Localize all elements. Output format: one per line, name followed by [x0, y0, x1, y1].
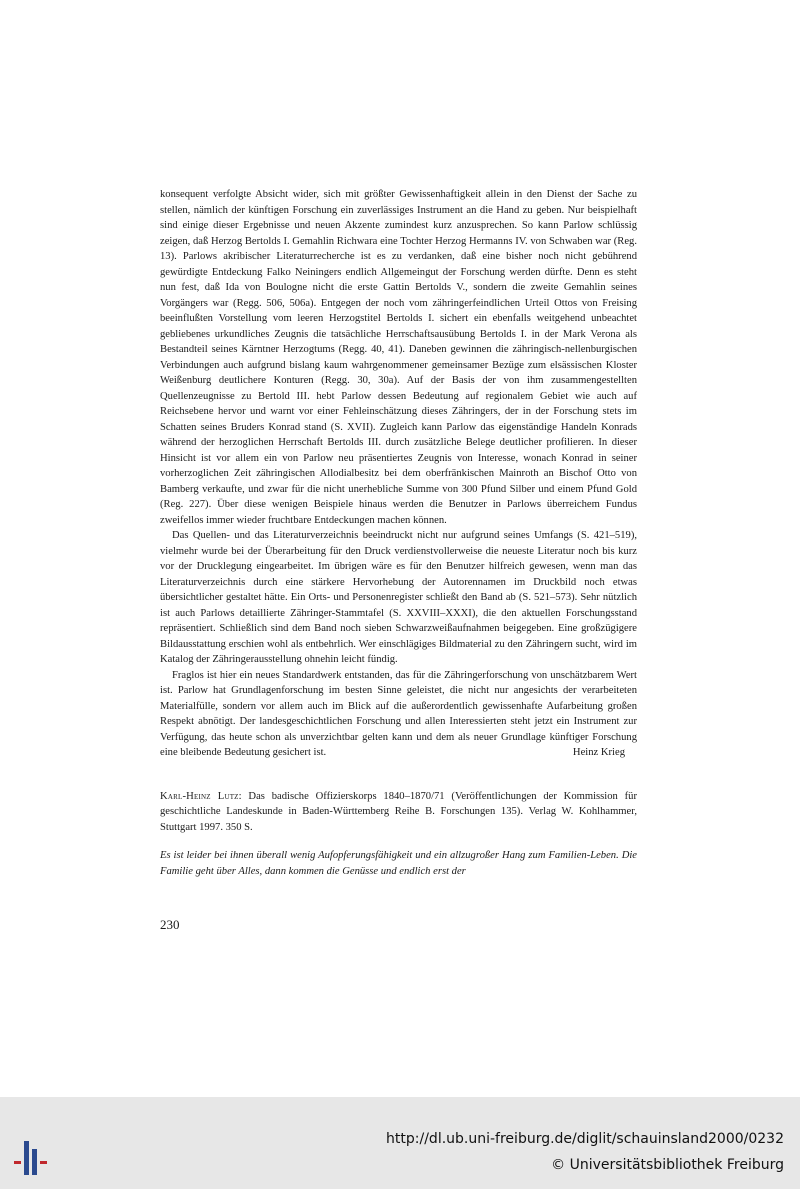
review-heading — [160, 789, 637, 836]
page-body — [160, 187, 637, 879]
opening-quote: Es ist leider bei ihnen überall wenig Aufopferungsfähigkeit und ein allzugroßer Hang zum Familien-Leben. Die Familie geht über Alles, dann kommen die Genüsse und endlich erst der — [160, 850, 637, 877]
library-logo-icon — [10, 1137, 54, 1179]
review-citation: : Das badische Offizierskorps 1840–1870/71 (Veröffentlichungen der Kommission für geschichtliche Landeskunde in Baden-Württemberg Reihe B. Forschungen 135). Verlag W. Kohlhammer, Stuttgart 1997. 350 S. — [160, 790, 637, 833]
footer-url-link[interactable]: http://dl.ub.uni-freiburg.de/diglit/schauinsland2000/0232 — [386, 1131, 784, 1147]
body-paragraph-3-text: Fraglos ist hier ein neues Standardwerk entstanden, das für die Zähringerforschung von unschätzbarem Wert ist. Parlow hat Grundlagenforschung im besten Sinne geleistet, die nicht nur angesichts der verarbeiteten Materialfülle, sondern vor allem auch im Blick auf die außerordentlich gewissenhafte Aufarbeitung großen Respekt abnötigt. Der landesgeschichtlichen Forschung und allen Interessierten steht jetzt ein Instrument zur Verfügung, das heute schon als unverzichtbar gelten kann und dem als neuer Grundlage künftiger Forschung eine bleibende Bedeutung gesichert ist. — [160, 669, 637, 758]
body-paragraph-3 — [160, 668, 637, 761]
review-author: Karl-Heinz Lutz — [160, 790, 239, 802]
body-paragraph-1: konsequent verfolgte Absicht wider, sich mit größter Gewissenhaftigkeit allein in den Dienst der Sache zu stellen, nämlich der künftigen Forschung ein zuverlässiges Instrument an die Hand zu geben. Nur beispielhaft sind einige dieser Ergebnisse und neuen Akzente zumindest kurz anzusprechen. So kann Parlow schlüssig zeigen, daß Herzog Bertolds I. Gemahlin Richwara eine Tochter Herzog Hermanns IV. von Schwaben war (Reg. 13). Parlows akribischer Literaturrecherche ist es zu verdanken, daß eine bisher noch nicht gebührend gewürdigte Entdeckung Falko Neiningers endlich Allgemeingut der Forschung werden dürfte. Denn es steht nun fest, daß Ida von Boulogne nicht die erste Gattin Bertolds V., sondern die zweite Gemahlin seines Vorgängers war (Regg. 506, 506a). Entgegen der noch vom zähringerfeindlichen Urteil Ottos von Freising beeinflußten Vorstellung vom leeren Herzogstitel Bertolds I. sichert ein ebenfalls weitgehend unbeachtet gebliebenes urkundliches Zeugnis die tatsächliche Herrschaftsausübung Bertolds I. in der Mark Verona als Bestandteil seines Kärntner Herzogtums (Regg. 40, 41). Daneben gewinnen die zähringisch-nellenburgischen Verbindungen auch aufgrund bislang kaum wahrgenommener gemeinsamer Bezüge zum elsässischen Kloster Weißenburg deutlichere Konturen (Regg. 30, 30a). Auf der Basis der von ihm zusammengestellten Quellenzeugnisse zu Bertold III. hebt Parlow dessen Bedeutung auf regionalem Gebiet wie auch auf Reichsebene hervor und warnt vor einer Fehleinschätzung dieses Zähringers, der in der Forschung stets im Schatten seines Bruders Konrad stand (S. XVII). Zugleich kann Parlow das eigenständige Handeln Konrads während der herzoglichen Herrschaft Bertolds III. durch zusätzliche Belege deutlicher profilieren. In dieser Hinsicht ist vor allem ein von Parlow neu präsentiertes Zeugnis von Interesse, wonach Konrad in seiner vorherzoglichen Zeit zähringischen Allodialbesitz bei dem oberfränkischen Mainroth an Bischof Otto von Bamberg verkaufte, und zwar für die nicht unerhebliche Summe von 300 Pfund Silber und einem Pfund Gold (Reg. 227). Über diese wenigen Beispiele hinaus werden die Benutzer in Parlows überreichem Fundus zweifellos immer wieder fruchtbare Entdeckungen machen können. — [160, 189, 637, 526]
page-number: 230 — [160, 917, 180, 932]
body-paragraph-2: Das Quellen- und das Literaturverzeichnis beeindruckt nicht nur aufgrund seines Umfangs (S. 421–519), vielmehr wurde bei der Überarbeitung für den Druck verdienstvollerweise die neueste Literatur noch bis kurz vor der Drucklegung eingearbeitet. Im übrigen wäre es für den Benutzer hilfreich gewesen, wenn man das Literaturverzeichnis durch eine stärkere Hervorhebung der Autorennamen im Druckbild noch etwas übersichtlicher gestaltet hätte. Ein Orts- und Personenregister schließt den Band ab (S. 521–573). Sehr nützlich ist auch Parlows detaillierte Zähringer-Stammtafel (S. XXVIII–XXXI), die den aktuellen Forschungsstand repräsentiert. Schließlich sind dem Band noch sieben Schwarzweißaufnahmen beigegeben. Eine großzügigere Bildausstattung erschien wohl als entbehrlich. Wer einschlägiges Bildmaterial zu den Zähringern sucht, wird im Katalog der Zähringerausstellung ohnehin leicht fündig. — [160, 530, 637, 665]
footer-bar — [0, 1097, 800, 1189]
footer-copyright: © Universitätsbibliothek Freiburg — [551, 1157, 784, 1173]
reviewer-signature: Heinz Krieg — [572, 747, 625, 758]
